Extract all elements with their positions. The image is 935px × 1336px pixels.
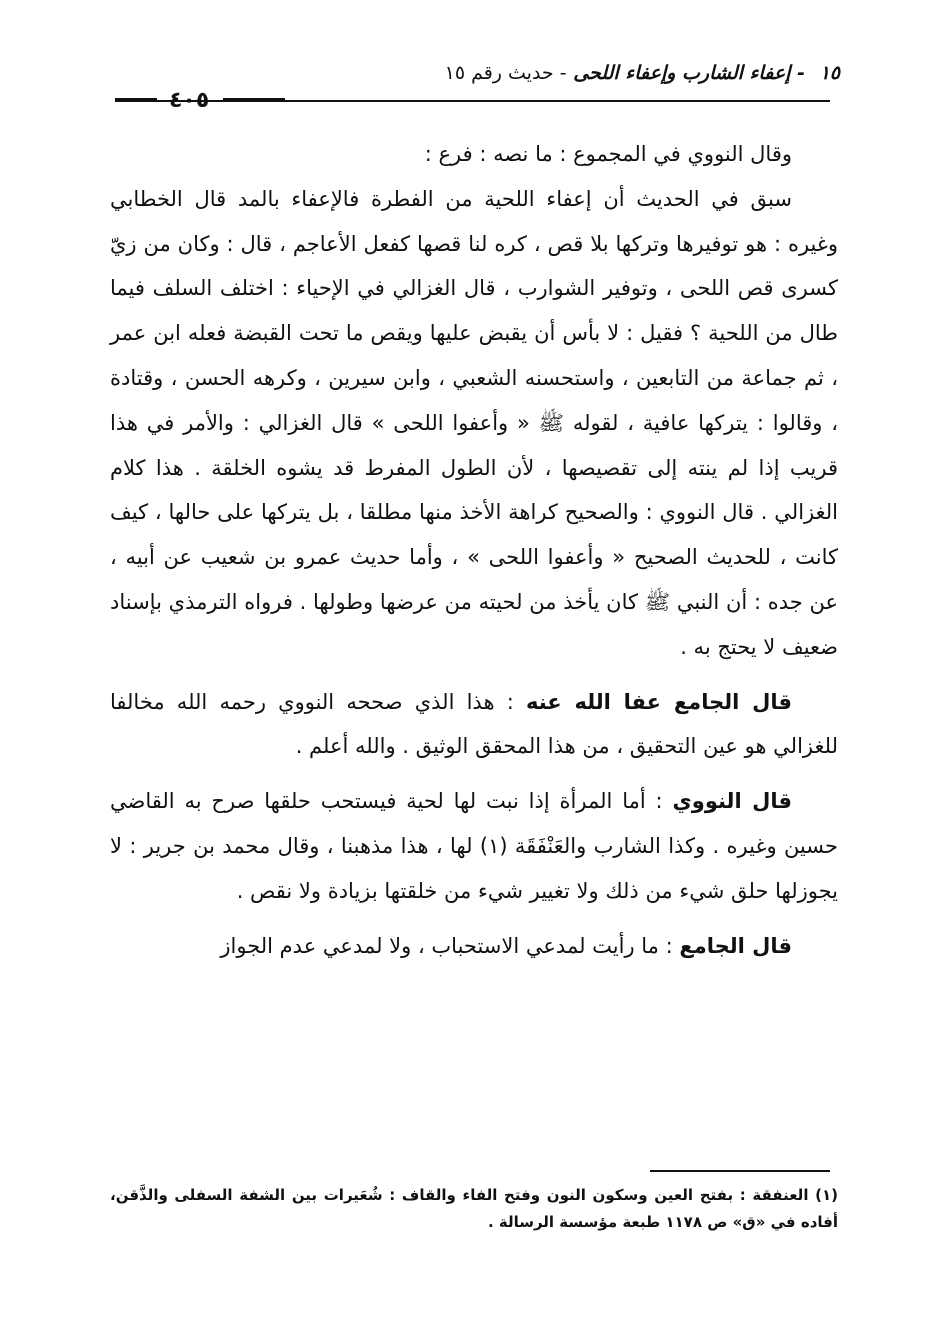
paragraph-main xyxy=(110,177,838,670)
body-text xyxy=(110,132,838,968)
paragraph-text: سبق في الحديث أن إعفاء اللحية من الفطرة فالإعفاء بالمد قال الخطابي وغيره : هو توفيرها وتركها بلا قص ، كره لنا قصها كفعل الأعاجم ، قال : وكان من زيّ كسرى قص اللحى ، وتوفير الشوارب ، قال الغزالي في الإحياء : اختلف السلف فيما طال من اللحية ؟ فقيل : لا بأس أن يقبض عليها ويقص ما تحت القبضة فعله ابن عمر ، ثم جماعة من التابعين ، واستحسنه الشعبي ، وابن سيرين ، وكرهه الحسن ، وقتادة ، وقالوا : يتركها عافية ، لقوله ﷺ « وأعفوا اللحى » قال الغزالي : والأمر في هذا قريب إذا لم ينته إلى تقصيصها ، لأن الطول المفرط قد يشوه الخلقة . هذا كلام الغزالي . قال النووي : والصحيح كراهة الأخذ منها مطلقا ، بل يتركها على حالها ، كيف كانت ، للحديث الصحيح « وأعفوا اللحى » ، وأما حديث عمرو بن شعيب عن أبيه ، عن جده : أن النبي ﷺ كان يأخذ من لحيته من عرضها وطولها . فرواه الترمذي بإسناد ضعيف لا يحتج به . xyxy=(110,186,838,659)
chapter-title: - إعفاء الشارب وإعفاء اللحى xyxy=(573,62,805,84)
paragraph-jami-1 xyxy=(110,680,838,770)
footnote xyxy=(110,1182,838,1236)
footnote-text: (١) العنفقة : بفتح العين وسكون النون وفتح الفاء والقاف : شُعَيرات بين الشفة السفلى والذَّقن، أفاده في «ق» ص ١١٧٨ طبعة مؤسسة الرسالة . xyxy=(110,1186,838,1231)
footnote-rule xyxy=(650,1170,830,1172)
paragraph-intro xyxy=(110,132,838,177)
paragraph-text: : ما رأيت لمدعي الاستحباب ، ولا لمدعي عدم الجواز xyxy=(220,933,673,958)
paragraph-text: وقال النووي في المجموع : ما نصه : فرع : xyxy=(424,142,792,166)
paragraph-lead: قال الجامع xyxy=(679,933,792,958)
header-title-line xyxy=(445,62,840,84)
header-rule xyxy=(122,100,830,102)
hadith-number: - حديث رقم ١٥ xyxy=(444,62,567,84)
chapter-number: ١٥ xyxy=(819,62,840,84)
paragraph-nawawi xyxy=(110,779,838,913)
paragraph-text: : هذا الذي صححه النووي رحمه الله مخالفا للغزالي هو عين التحقيق ، من هذا المحقق الوثيق . والله أعلم . xyxy=(110,689,838,759)
paragraph-text: : أما المرأة إذا نبت لها لحية فيستحب حلقها صرح به القاضي حسين وغيره . وكذا الشارب والعَنْفَقَة (١) لها ، هذا مذهبنا ، وقال محمد بن جرير : لا يجوزلها حلق شيء من ذلك ولا تغيير شيء من خلقتها بزيادة ولا نقص . xyxy=(110,789,838,903)
paragraph-jami-2 xyxy=(110,924,838,969)
paragraph-lead: قال النووي xyxy=(672,789,792,814)
page-number: ٤٠٥ xyxy=(165,88,213,113)
paragraph-lead: قال الجامع عفا الله عنه xyxy=(525,689,792,714)
